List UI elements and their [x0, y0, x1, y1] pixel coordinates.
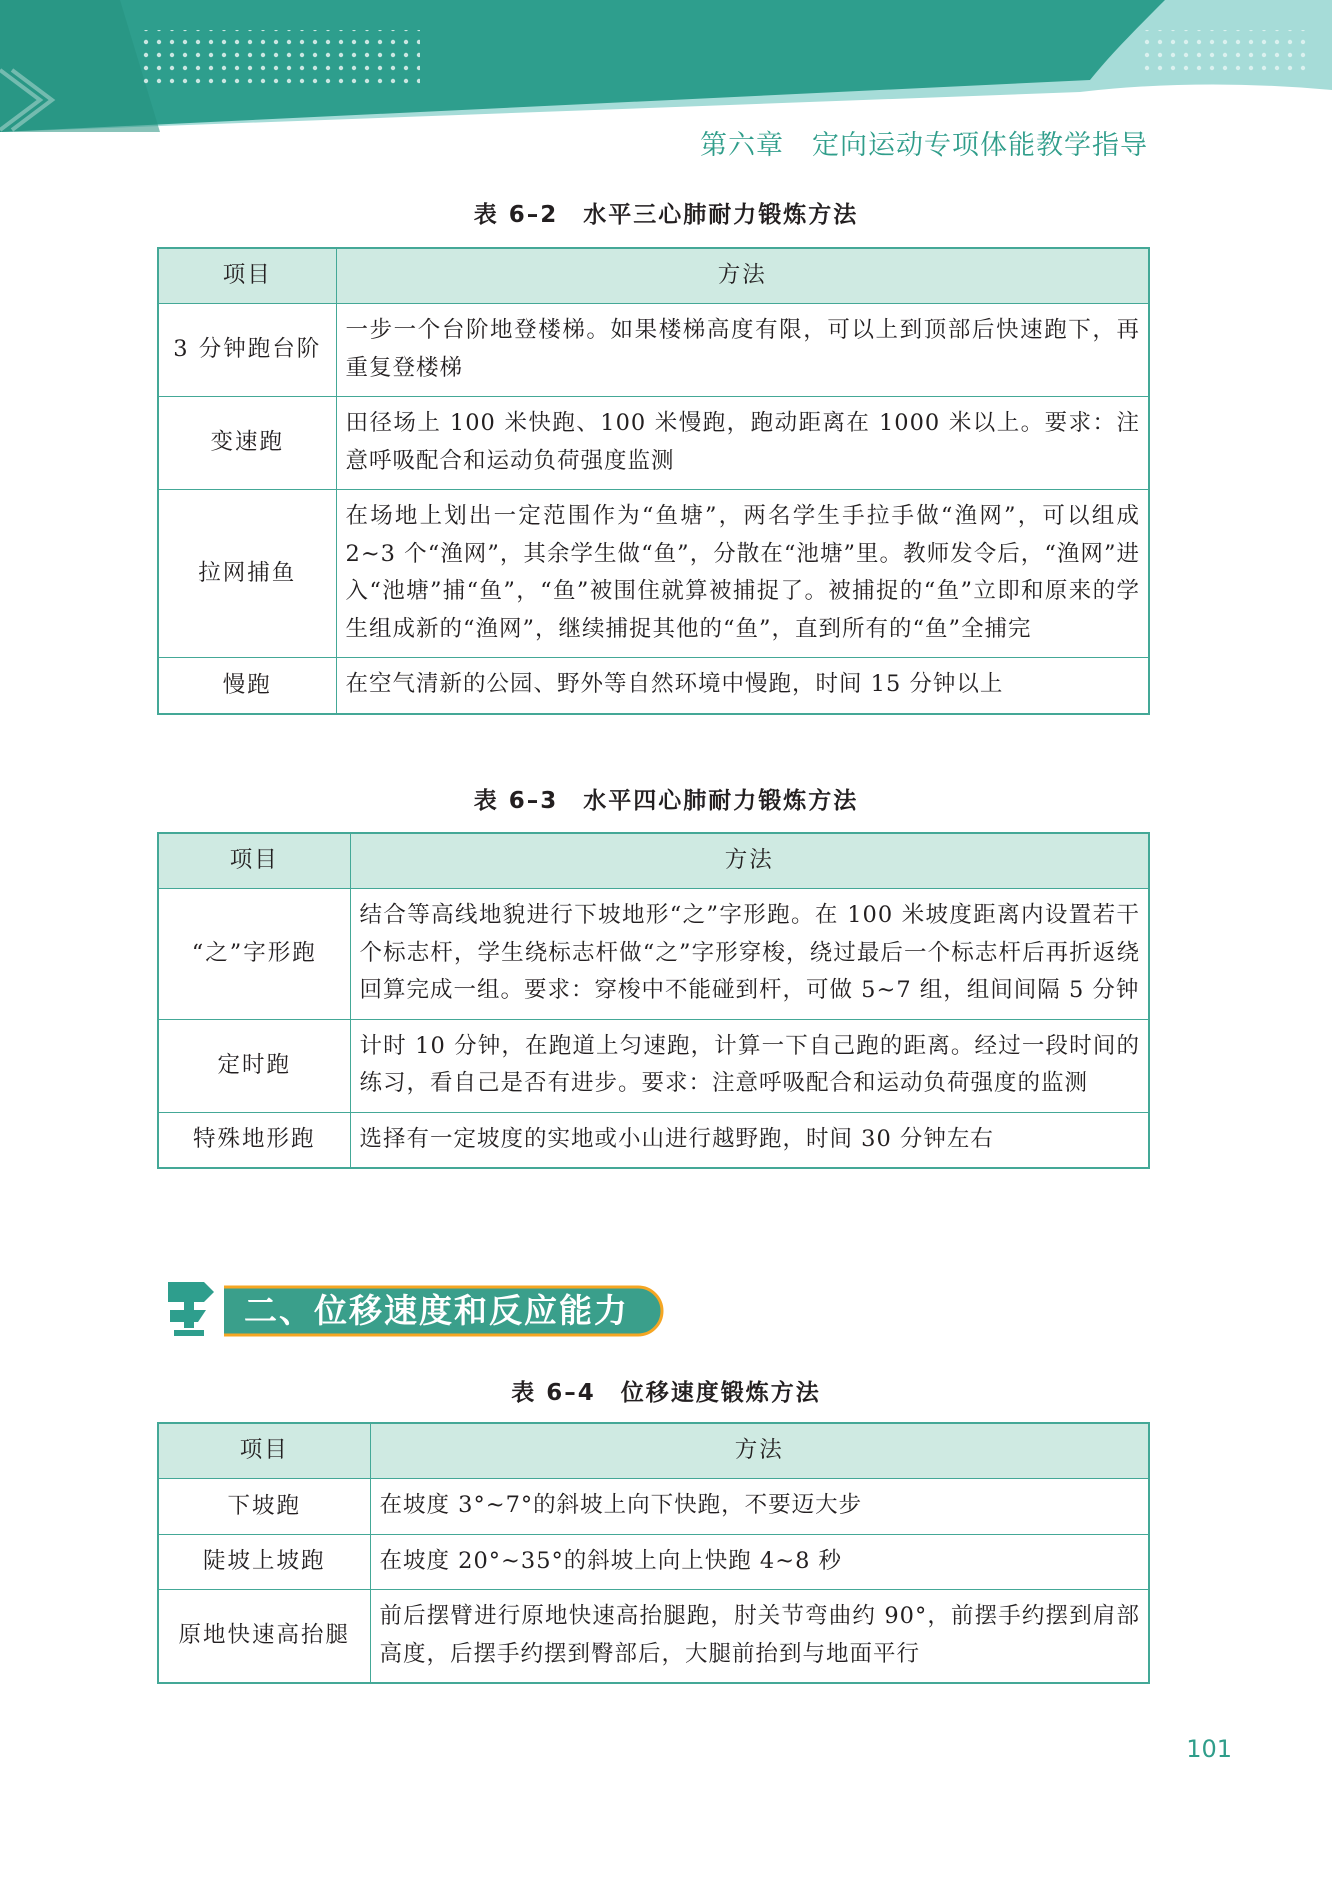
row-method: 在坡度 20°~35°的斜坡上向上快跑 4~8 秒	[370, 1534, 1149, 1590]
table-6-2-caption: 表 6–2 水平三心肺耐力锻炼方法	[473, 202, 859, 228]
table-6-4	[157, 1422, 1150, 1684]
table-header-row	[158, 1423, 1149, 1479]
table-row	[158, 304, 1149, 397]
row-item: 下坡跑	[158, 1479, 370, 1535]
table-row	[158, 889, 1149, 1020]
row-item: 定时跑	[158, 1019, 350, 1112]
row-item: 3 分钟跑台阶	[158, 304, 336, 397]
row-method: 计时 10 分钟，在跑道上匀速跑，计算一下自己跑的距离。经过一段时间的练习，看自己是否有进步。要求：注意呼吸配合和运动负荷强度的监测	[350, 1019, 1149, 1112]
table-row	[158, 1534, 1149, 1590]
row-item: 原地快速高抬腿	[158, 1590, 370, 1684]
column-header-method: 方法	[336, 248, 1149, 304]
row-item: 特殊地形跑	[158, 1112, 350, 1168]
row-method: 在场地上划出一定范围作为“鱼塘”，两名学生手拉手做“渔网”，可以组成 2~3 个“渔网”，其余学生做“鱼”，分散在“池塘”里。教师发令后，“渔网”进入“池塘”捕“鱼”，“鱼”被围住就算被捕捉了。被捕捉的“鱼”立即和原来的学生组成新的“渔网”，继续捕捉其他的“鱼”，直到所有的“鱼”全捕完	[336, 490, 1149, 658]
row-item: 慢跑	[158, 658, 336, 714]
table-row	[158, 1590, 1149, 1684]
row-item: 变速跑	[158, 397, 336, 490]
column-header-item: 项目	[158, 248, 336, 304]
signpost-icon	[160, 1272, 224, 1342]
section-title: 二、位移速度和反应能力	[244, 1291, 629, 1330]
row-item: 陡坡上坡跑	[158, 1534, 370, 1590]
row-item: 拉网捕鱼	[158, 490, 336, 658]
table-6-3	[157, 832, 1150, 1169]
table-row	[158, 490, 1149, 658]
row-item: “之”字形跑	[158, 889, 350, 1020]
page-number: 101	[1186, 1735, 1232, 1763]
row-method: 选择有一定坡度的实地或小山进行越野跑，时间 30 分钟左右	[350, 1112, 1149, 1168]
header-banner	[0, 0, 1332, 140]
table-row	[158, 397, 1149, 490]
running-head: 第六章 定向运动专项体能教学指导	[700, 130, 1148, 161]
row-method: 在坡度 3°~7°的斜坡上向下快跑，不要迈大步	[370, 1479, 1149, 1535]
column-header-method: 方法	[370, 1423, 1149, 1479]
table-6-4-caption: 表 6–4 位移速度锻炼方法	[511, 1380, 821, 1406]
table-6-2	[157, 247, 1150, 715]
column-header-item: 项目	[158, 1423, 370, 1479]
row-method: 田径场上 100 米快跑、100 米慢跑，跑动距离在 1000 米以上。要求：注意呼吸配合和运动负荷强度监测	[336, 397, 1149, 490]
table-6-3-caption: 表 6–3 水平四心肺耐力锻炼方法	[473, 788, 859, 814]
column-header-method: 方法	[350, 833, 1149, 889]
table-header-row	[158, 833, 1149, 889]
table-row	[158, 1112, 1149, 1168]
column-header-item: 项目	[158, 833, 350, 889]
table-row	[158, 1479, 1149, 1535]
row-method: 在空气清新的公园、野外等自然环境中慢跑，时间 15 分钟以上	[336, 658, 1149, 714]
row-method: 一步一个台阶地登楼梯。如果楼梯高度有限，可以上到顶部后快速跑下，再重复登楼梯	[336, 304, 1149, 397]
row-method: 结合等高线地貌进行下坡地形“之”字形跑。在 100 米坡度距离内设置若干个标志杆，学生绕标志杆做“之”字形穿梭，绕过最后一个标志杆后再折返绕回算完成一组。要求：穿梭中不能碰到杆，可做 5~7 组，组间间隔 5 分钟	[350, 889, 1149, 1020]
table-header-row	[158, 248, 1149, 304]
table-row	[158, 1019, 1149, 1112]
table-row	[158, 658, 1149, 714]
row-method: 前后摆臂进行原地快速高抬腿跑，肘关节弯曲约 90°，前摆手约摆到肩部高度，后摆手约摆到臀部后，大腿前抬到与地面平行	[370, 1590, 1149, 1684]
